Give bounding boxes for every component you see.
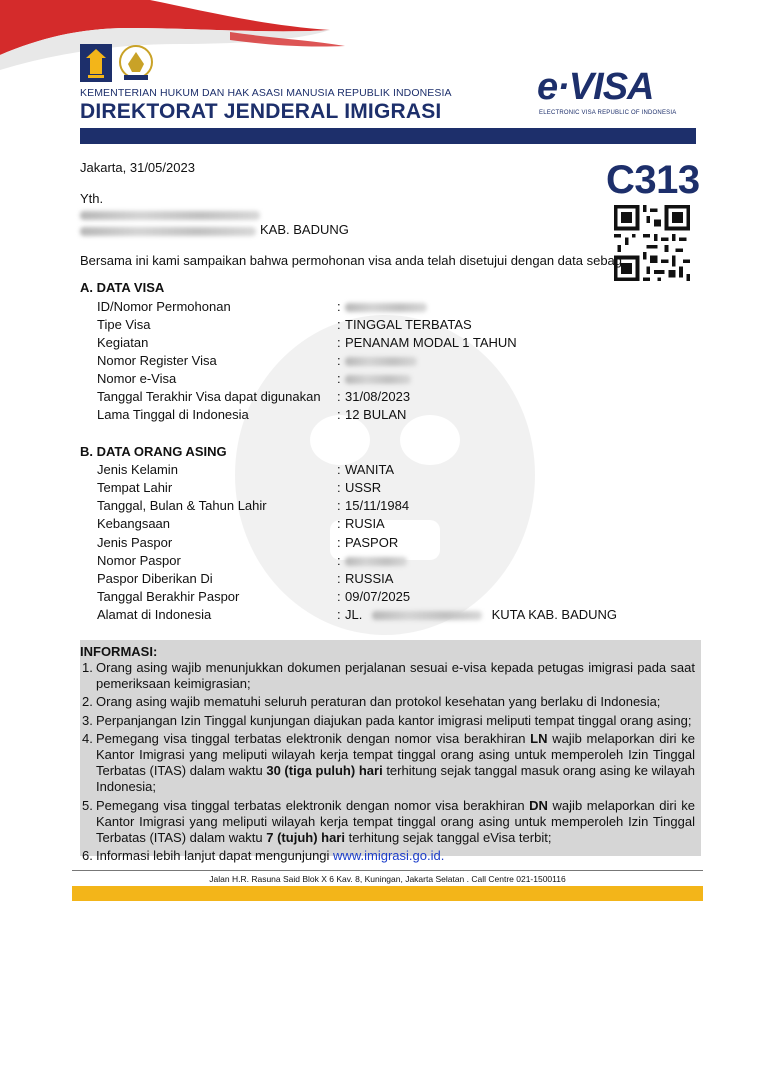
row-label: Jenis Kelamin [97, 462, 178, 477]
visa-row-last-use-date: Tanggal Terakhir Visa dapat digunakan : 31/08/2023 [97, 389, 411, 404]
person-row-address: Alamat di Indonesia : JL. KUTA KAB. BADUNG [97, 607, 618, 622]
letter-date: Jakarta, 31/05/2023 [80, 160, 195, 175]
row-label: Lama Tinggal di Indonesia [97, 407, 249, 422]
immigration-emblem-icon [116, 44, 156, 82]
person-row-passport-number: Nomor Paspor : [97, 553, 637, 569]
visa-row-evisa-number: Nomor e-Visa : [97, 371, 637, 387]
footer-divider [72, 870, 703, 871]
row-value-redacted [345, 553, 407, 568]
recipient-name-redacted [80, 207, 260, 222]
row-label: Nomor Register Visa [97, 353, 217, 368]
footer-address: Jalan H.R. Rasuna Said Blok X 6 Kav. 8, Kuningan, Jakarta Selatan . Call Centre 021-1500116 [209, 874, 566, 884]
row-label: ID/Nomor Permohonan [97, 299, 231, 314]
visa-row-activity: Kegiatan : PENANAM MODAL 1 TAHUN [97, 335, 517, 350]
info-title: INFORMASI: [80, 644, 158, 659]
row-value [345, 607, 617, 622]
info-item: 6. Informasi lebih lanjut dapat mengunjungi www.imigrasi.go.id. [82, 848, 445, 864]
row-label: Alamat di Indonesia [97, 607, 212, 622]
row-value: RUSSIA [345, 571, 394, 586]
flag-ribbon-decoration [0, 0, 380, 70]
info-list [80, 660, 695, 866]
row-value: PASPOR [345, 535, 399, 550]
row-value: WANITA [345, 462, 395, 477]
address-suffix: KUTA KAB. BADUNG [491, 607, 618, 622]
person-row-gender: Jenis Kelamin : WANITA [97, 462, 395, 477]
visa-row-application-id: ID/Nomor Permohonan : [97, 299, 637, 315]
info-item: 2. Orang asing wajib mematuhi seluruh peraturan dan protokol kesehatan yang berlaku di Indonesia; [82, 694, 661, 710]
person-row-passport-type: Jenis Paspor : PASPOR [97, 535, 399, 550]
info-item: 1. Orang asing wajib menunjukkan dokumen perjalanan sesuai e-visa kepada petugas imigrasi pada saat pemeriksaan keimigrasian; [82, 660, 695, 692]
row-value: 15/11/1984 [345, 498, 410, 513]
row-value-redacted [345, 353, 417, 368]
document-code: C313 [606, 158, 700, 202]
address-prefix: JL. [345, 607, 363, 622]
row-value: USSR [345, 480, 382, 495]
evisa-logo [537, 66, 689, 120]
ministry-name: KEMENTERIAN HUKUM DAN HAK ASASI MANUSIA REPUBLIK INDONESIA [80, 87, 452, 99]
row-label: Tanggal Berakhir Paspor [97, 589, 240, 604]
person-row-birthplace: Tempat Lahir : USSR [97, 480, 382, 495]
person-row-nationality: Kebangsaan : RUSIA [97, 516, 385, 531]
person-row-birthdate: Tanggal, Bulan & Tahun Lahir : 15/11/1984 [97, 498, 410, 513]
row-label: Paspor Diberikan Di [97, 571, 213, 586]
row-label: Tipe Visa [97, 317, 151, 332]
footer-bar [72, 886, 703, 901]
row-value: 12 BULAN [345, 407, 407, 422]
visa-row-stay-duration: Lama Tinggal di Indonesia : 12 BULAN [97, 407, 407, 422]
evisa-logo-tagline: ELECTRONIC VISA REPUBLIC OF INDONESIA [539, 110, 677, 116]
row-label: Tanggal Terakhir Visa dapat digunakan [97, 389, 321, 404]
row-value: 09/07/2025 [345, 589, 411, 604]
row-value-redacted [345, 371, 411, 386]
row-label: Kebangsaan [97, 516, 171, 531]
salutation: Yth. [80, 191, 104, 206]
section-b-title: B. DATA ORANG ASING [80, 444, 227, 459]
row-value: 31/08/2023 [345, 389, 411, 404]
person-row-passport-issuer: Paspor Diberikan Di : RUSSIA [97, 571, 394, 586]
row-label: Tempat Lahir [97, 480, 173, 495]
intro-text: Bersama ini kami sampaikan bahwa permohonan visa anda telah disetujui dengan data sebag [80, 253, 623, 268]
ministry-emblem-icon [80, 44, 112, 82]
info-item: 4. Pemegang visa tinggal terbatas elektronik dengan nomor visa berakhiran LN wajib melaporkan diri ke Kantor Imigrasi yang meliputi wilayah kerja tempat tinggal orang asing untuk memperoleh Izin Tinggal Terbatas (ITAS) dalam waktu 30 (tiga puluh) hari terhitung sejak tanggal masuk orang asing ke wilayah Indonesia; [82, 730, 696, 795]
recipient-address-redacted [80, 223, 256, 238]
imigrasi-website-link[interactable]: www.imigrasi.go.id. [333, 848, 445, 864]
visa-row-register-number: Nomor Register Visa : [97, 353, 637, 369]
directorate-title: DIREKTORAT JENDERAL IMIGRASI [80, 100, 442, 123]
evisa-logo-text: e·VISA [537, 66, 654, 108]
row-label: Tanggal, Bulan & Tahun Lahir [97, 498, 267, 513]
row-label: Nomor e-Visa [97, 371, 177, 386]
recipient-city: KAB. BADUNG [260, 222, 349, 237]
info-item: 3. Perpanjangan Izin Tinggal kunjungan diajukan pada kantor imigrasi meliputi tempat tinggal orang asing; [82, 712, 692, 728]
row-value-redacted [345, 299, 427, 314]
row-value: RUSIA [345, 516, 385, 531]
row-label: Kegiatan [97, 335, 149, 350]
info-item: 5. Pemegang visa tinggal terbatas elektronik dengan nomor visa berakhiran DN wajib melaporkan diri ke Kantor Imigrasi yang meliputi wilayah kerja tempat tinggal orang asing untuk memperoleh Izin Tinggal Terbatas (ITAS) dalam waktu 7 (tujuh) hari terhitung sejak tanggal eVisa terbit; [82, 797, 695, 846]
section-a-title: A. DATA VISA [80, 280, 165, 295]
row-label: Jenis Paspor [97, 535, 173, 550]
row-label: Nomor Paspor [97, 553, 181, 568]
person-row-passport-expiry: Tanggal Berakhir Paspor : 09/07/2025 [97, 589, 411, 604]
header-bar [80, 128, 696, 144]
row-value: PENANAM MODAL 1 TAHUN [345, 335, 517, 350]
qr-code-icon [614, 205, 690, 281]
row-value: TINGGAL TERBATAS [345, 317, 472, 332]
visa-row-type: Tipe Visa : TINGGAL TERBATAS [97, 317, 472, 332]
